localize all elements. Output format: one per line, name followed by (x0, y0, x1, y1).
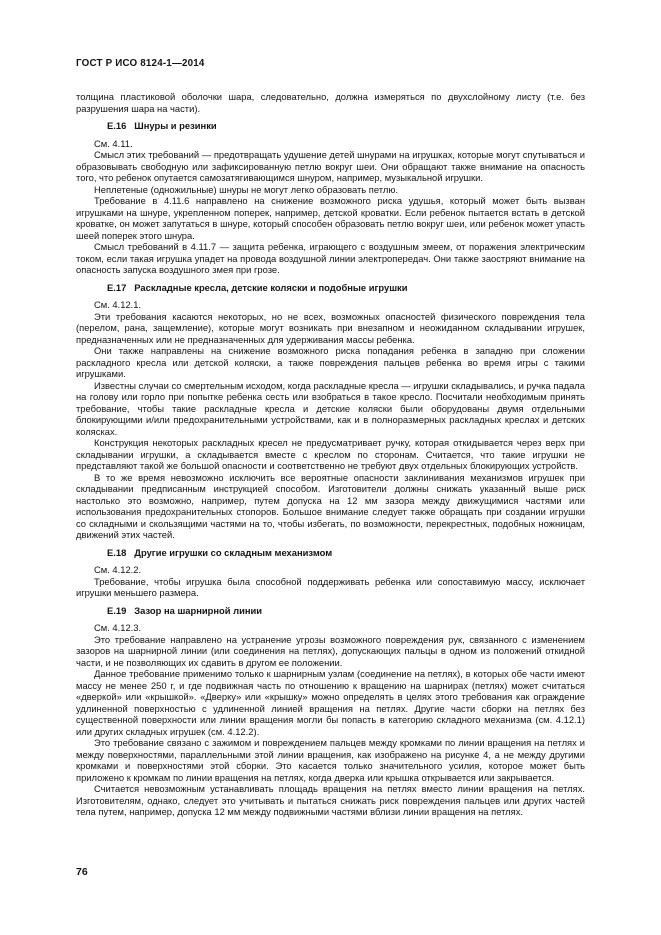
section-heading (76, 547, 585, 559)
paragraph: Требование, чтобы игрушка была способной поддерживать ребенка или сопоставимую массу, исключает игрушки меньшего размера. (76, 575, 585, 598)
paragraph: Они также направлены на снижение возможного риска попадания ребенка в западню при сложении раскладного кресла или детской коляски, а также повреждения пальцев ребенка во время игры с такими игрушками. (76, 345, 585, 379)
paragraph: См. 4.12.3. (94, 622, 142, 633)
heading-number: Е.16 (107, 120, 127, 131)
heading-number: Е.17 (107, 281, 127, 293)
paragraph: Это требование связано с зажимом и повреждением пальцев между кромками по линии вращения на петлях и между поверхностями, параллельными этой линии вращения, как изображено на рисунке 4, а не между другими кромками и поверхностями этой сборки. Это касается только значительного усилия, которое может быть приложено к кромкам по линии вращения на петлях, когда дверка или крышка открывается или закрывается. (76, 737, 585, 783)
heading-title: Другие игрушки со складным механизмом (134, 546, 333, 558)
paragraph: Требование в 4.11.6 направлено на снижение возможного риска удушья, который может быть вызван игрушками на шнуре, укрепленном поперек, например, детской кроватки. Если ребенок пытается встать в детской кроватке, он может запутаться в шнуре, который способен образовать петлю вокруг шеи, или ребенок может упасть шеей поперек этого шнура. (76, 195, 585, 241)
paragraph: Считается невозможным устанавливать площадь вращения на петлях вместо линии вращения на петлях. Изготовителям, однако, следует это учитывать и пытаться снижать риск повреждения пальцев или других частей тела путем, например, допуска 12 мм между подвижными частями вблизи линии вращения на петлях. (76, 783, 585, 817)
paragraph: Смысл этих требований — предотвращать удушение детей шнурами на игрушках, которые могут спутываться и образовывать свободную или зафиксированную петлю вокруг шеи. Они обращают также внимание на опасность того, что ребенок опутается самозатягивающимся шнуром, например, музыкальной игрушки. (76, 149, 585, 183)
paragraph: Смысл требований в 4.11.7 — защита ребенка, играющего с воздушным змеем, от поражения электрическим током, если такая игрушка упадет на провода воздушной линии электропередач. Они также заостряют внимание на опасность запуска воздушного змея при грозе. (76, 241, 585, 275)
paragraph: Это требование направлено на устранение угрозы возможного повреждения рук, связанного с изменением зазоров на шарнирной линии (или соединения на петлях), допускающих пальцы в одном из положений откидной части, и не позволяющих их сдавить в другом ее положении. (76, 633, 585, 668)
paragraph: Неплетеные (одножильные) шнуры не могут легко образовать петлю. (94, 183, 398, 195)
continuation-paragraph: толщина пластиковой оболочки шара, следовательно, должна измеряться по двухслойному листу (т.е. без разрушения шара на части). (76, 91, 585, 114)
paragraph: Эти требования касаются некоторых, но не всех, возможных опасностей физического повреждения тела (перелом, рана, защемление), которые могут возникать при внезапном и неожиданном складывании игрушек, предназначенных или не предназначенных для удерживания массы ребенка. (76, 310, 585, 345)
paragraph: См. 4.11. (94, 137, 133, 149)
heading-title: Зазор на шарнирной линии (134, 604, 263, 616)
paragraph: В то же время невозможно исключить все вероятные опасности заклинивания механизмов игрушек при складывании предписанным инструкцией способом. Изготовители должны снижать указанный выше риск настолько это возможно, например, путем допуска на 12 мм зазора между движущимися частями или использования предохранительных стопоров. Большое внимание следует также обращать при создании игрушки со складными и скользящими частями на то, чтобы избегать, по возможности, перекрестных, подобных ножницам, движений этих частей. (76, 471, 585, 540)
heading-title: Шнуры и резинки (134, 120, 217, 131)
paragraph: Конструкция некоторых раскладных кресел не предусматривает ручку, которая откидывается через верх при складывании игрушки, а складывается вместе с креслом по сторонам. Считается, что такие игрушки не представляют такой же большой опасности и соответственно не требуют двух отдельных блокирующих устройств. (76, 437, 585, 471)
section-heading (76, 282, 585, 294)
heading-number: Е.18 (107, 546, 127, 558)
page-number: 76 (76, 866, 88, 878)
section-heading (76, 120, 585, 132)
paragraph: См. 4.12.1. (94, 299, 142, 310)
heading-title: Раскладные кресла, детские коляски и подобные игрушки (134, 281, 408, 293)
heading-number: Е.19 (107, 604, 127, 616)
paragraph: См. 4.12.2. (94, 564, 142, 575)
paragraph: Данное требование применимо только к шарнирным узлам (соединение на петлях), в которых обе части имеют массу не менее 250 г, и где подвижная часть по отношению к вращению на шарнирах (петлях) может считаться «дверкой» или «крышкой». «Дверку» или «крышку» можно определять в целях этого требования как ограждение удлиненной поверхностью с удлиненной линией вращения на петлях. Другие части сборки на петлях без существенной поверхности или линии вращения могли бы попасть в категорию складного механизма (см. 4.12.1) или других складных игрушек (см. 4.12.2). (76, 668, 585, 737)
standard-reference-header: ГОСТ Р ИСО 8124-1—2014 (76, 58, 205, 69)
paragraph: Известны случаи со смертельным исходом, когда раскладные кресла — игрушки складывались, и ручка падала на голову или горло при попытке ребенка сесть или взобраться в такое кресло. Посчитали необходимым принять требование, чтобы такие раскладные кресла и детские коляски были оборудованы двумя отдельными блокирующими и/или предохранительными устройствами, как и в полноразмерных раскладных креслах и детских колясках. (76, 379, 585, 437)
section-heading (76, 605, 585, 617)
document-content (76, 91, 585, 818)
